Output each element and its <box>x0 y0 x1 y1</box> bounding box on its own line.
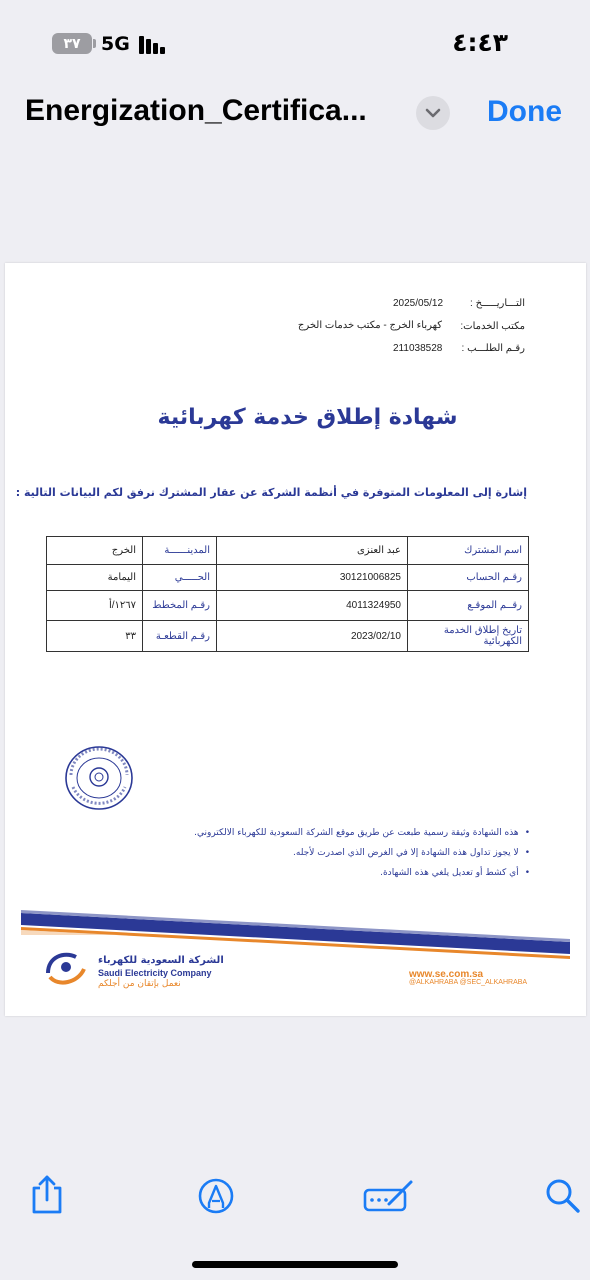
request-value: 211038528 <box>393 343 443 354</box>
note-text: أي كشط أو تعديل يلغي هذه الشهادة. <box>380 868 519 878</box>
service-date-value: 2023/02/10 <box>217 621 408 652</box>
city-label: المدينــــــة <box>143 537 217 565</box>
notes-list <box>150 828 530 888</box>
site-number-label: رقــم الموقـع <box>408 591 529 621</box>
account-number-value: 30121006825 <box>217 565 408 591</box>
battery-level: ٣٧ <box>63 35 81 52</box>
signature-button[interactable] <box>363 1176 415 1216</box>
plot-number-value: ٣٣ <box>47 621 143 652</box>
battery-indicator <box>52 33 92 54</box>
district-label: الحـــــي <box>143 565 217 591</box>
share-icon <box>29 1174 65 1214</box>
title-menu-button[interactable] <box>416 96 450 130</box>
note-text: لا يجوز تداول هذه الشهادة إلا في الغرض الذي اصدرت لأجله. <box>293 848 519 858</box>
document-title: Energization_Certifica... <box>25 94 367 127</box>
footer-stripes <box>21 910 570 960</box>
list-item: •أي كشط أو تعديل يلغي هذه الشهادة. <box>380 868 530 878</box>
plot-number-label: رقـم القطعـة <box>143 621 217 652</box>
markup-icon <box>197 1177 235 1215</box>
list-item: •هذه الشهادة وثيقة رسمية طبعت عن طريق موقع الشركة السعودية للكهرباء الالكتروني. <box>194 828 530 838</box>
plan-number-label: رقـم المخطط <box>143 591 217 621</box>
company-tagline: نعمل بإتقان من أجلكم <box>98 979 181 989</box>
signal-icon <box>139 35 169 54</box>
account-number-label: رقـم الحساب <box>408 565 529 591</box>
subscriber-name-value: عبد العنزى <box>217 537 408 565</box>
request-label: رقـم الطلـــب : <box>461 343 525 354</box>
info-table <box>46 536 529 652</box>
company-stamp <box>63 745 135 811</box>
list-item: •لا يجوز تداول هذه الشهادة إلا في الغرض الذي اصدرت لأجله. <box>293 848 530 858</box>
clock: ٤:٤٣ <box>452 28 508 57</box>
date-value: 2025/05/12 <box>393 298 444 309</box>
service-date-label: تاريخ إطلاق الخدمة الكهربائية <box>408 621 529 652</box>
table-row <box>47 565 529 591</box>
home-indicator[interactable] <box>192 1261 398 1268</box>
site-number-value: 4011324950 <box>217 591 408 621</box>
markup-button[interactable] <box>196 1176 236 1216</box>
office-label: مكتب الخدمات: <box>460 321 525 332</box>
network-type: 5G <box>101 33 130 55</box>
certificate-title: شهادة إطلاق خدمة كهربائية <box>157 405 458 430</box>
website-link: www.se.com.sa <box>409 969 484 980</box>
district-value: اليمامة <box>47 565 143 591</box>
search-icon <box>544 1177 582 1215</box>
chevron-down-icon <box>425 108 441 118</box>
plan-number-value: ١٢٦٧/أ <box>47 591 143 621</box>
company-name-english: Saudi Electricity Company <box>98 968 212 978</box>
table-row <box>47 537 529 565</box>
note-text: هذه الشهادة وثيقة رسمية طبعت عن طريق موقع الشركة السعودية للكهرباء الالكتروني. <box>194 828 519 838</box>
search-button[interactable] <box>543 1176 583 1216</box>
table-row <box>47 621 529 652</box>
company-name-arabic: الشركة السعودية للكهرباء <box>98 955 224 966</box>
company-logo <box>42 947 90 987</box>
signature-icon <box>363 1178 415 1214</box>
done-button[interactable]: Done <box>487 95 562 128</box>
table-row <box>47 591 529 621</box>
battery-tip <box>93 39 96 48</box>
intro-text: إشارة إلى المعلومات المتوفرة في أنظمة الشركة عن عقار المشترك نرفق لكم البيانات التالية : <box>15 486 527 499</box>
subscriber-name-label: اسم المشترك <box>408 537 529 565</box>
social-handles: @ALKAHRABA @SEC_ALKAHRABA <box>409 979 528 986</box>
office-value: كهرباء الخرج - مكتب خدمات الخرج <box>297 320 442 331</box>
city-value: الخرج <box>47 537 143 565</box>
share-button[interactable] <box>27 1174 67 1214</box>
date-label: التـــاريـــــخ : <box>470 298 525 309</box>
